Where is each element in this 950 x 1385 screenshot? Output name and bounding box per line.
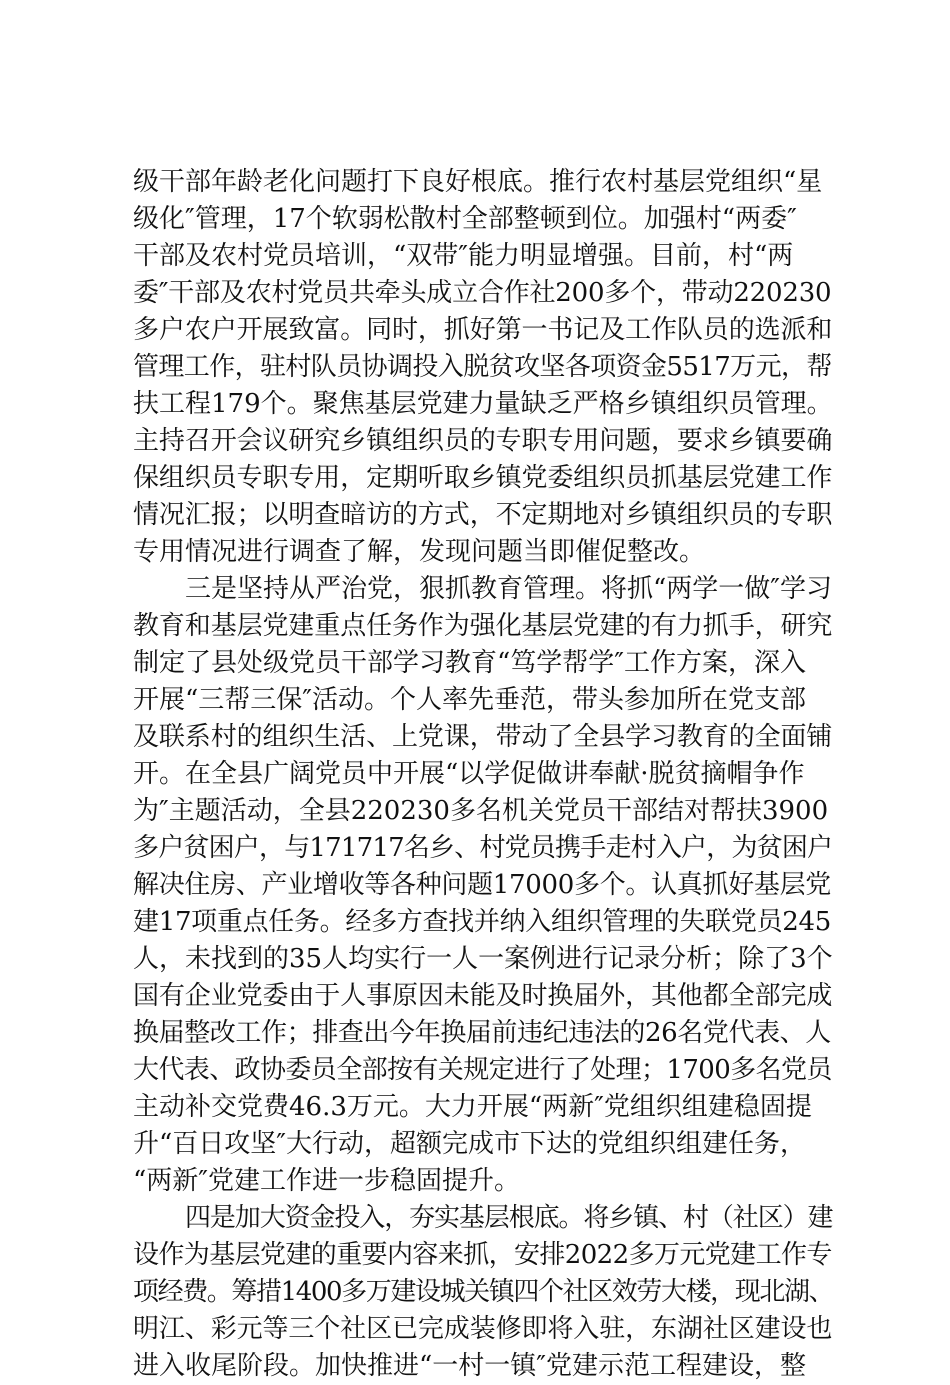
paragraph-3: [133, 1200, 833, 1385]
text-line: 多户贫困户，与171717名乡、村党员携手走村入户，为贫困户: [133, 833, 833, 863]
text-line: 主动补交党费46.3万元。大力开展“两新″党组织组建稳固提: [133, 1092, 812, 1122]
text-line: 扶工程179个。聚焦基层党建力量缺乏严格乡镇组织员管理。: [133, 389, 833, 419]
document-body: [133, 164, 833, 1385]
text-line: 级化″管理，17个软弱松散村全部整顿到位。加强村“两委″: [133, 204, 797, 234]
text-line: 国有企业党委由于人事原因未能及时换届外，其他都全部完成: [133, 981, 833, 1011]
text-line: 制定了县处级党员干部学习教育“笃学帮学″工作方案，深入: [133, 648, 807, 678]
text-line: 进入收尾阶段。加快推进“一村一镇″党建示范工程建设，整: [133, 1351, 807, 1381]
text-line: 教育和基层党建重点任务作为强化基层党建的有力抓手，研究: [133, 611, 833, 641]
text-line: 开展“三帮三保″活动。个人率先垂范，带头参加所在党支部: [133, 685, 807, 715]
text-line: 人，未找到的35人均实行一人一案例进行记录分析；除了3个: [133, 944, 833, 974]
text-line: 主持召开会议研究乡镇组织员的专职专用问题，要求乡镇要确: [133, 426, 833, 456]
text-line: 及联系村的组织生活、上党课，带动了全县学习教育的全面铺: [133, 722, 833, 752]
text-line: 四是加大资金投入，夯实基层根底。将乡镇、村（社区）建: [185, 1203, 833, 1233]
text-line: 级干部年龄老化问题打下良好根底。推行农村基层党组织“星: [133, 167, 823, 197]
text-line: 三是坚持从严治党，狠抓教育管理。将抓“两学一做″学习: [185, 574, 833, 604]
text-line: 情况汇报；以明查暗访的方式，不定期地对乡镇组织员的专职: [133, 500, 833, 530]
text-line: 管理工作，驻村队员协调投入脱贫攻坚各项资金5517万元，帮: [133, 352, 832, 382]
text-line: 委″干部及农村党员共牵头成立合作社200多个，带动220230: [133, 278, 832, 308]
text-line: 专用情况进行调查了解，发现问题当即催促整改。: [133, 537, 706, 567]
paragraph-2: [133, 571, 833, 1200]
text-line: 为″主题活动，全县220230多名机关党员干部结对帮扶3900: [133, 796, 829, 826]
text-line: 大代表、政协委员全部按有关规定进行了处理；1700多名党员: [133, 1055, 832, 1085]
text-line: 明江、彩元等三个社区已完成装修即将入驻，东湖社区建设也: [133, 1314, 833, 1344]
text-line: 解决住房、产业增收等各种问题17000多个。认真抓好基层党: [133, 870, 832, 900]
text-line: 保组织员专职专用，定期听取乡镇党委组织员抓基层党建工作: [133, 463, 833, 493]
text-line: 开。在全县广阔党员中开展“以学促做讲奉献·脱贫摘帽争作: [133, 759, 805, 789]
text-line: 建17项重点任务。经多方查找并纳入组织管理的失联党员245: [133, 907, 832, 937]
text-line: 干部及农村党员培训，“双带″能力明显增强。目前，村“两: [133, 241, 794, 271]
text-line: 升“百日攻坚″大行动，超额完成市下达的党组织组建任务，: [133, 1129, 807, 1159]
text-line: 项经费。筹措1400多万建设城关镇四个社区效劳大楼，现北湖、: [133, 1277, 833, 1307]
text-line: 换届整改工作；排查出今年换届前违纪违法的26名党代表、人: [133, 1018, 831, 1048]
text-line: “两新″党建工作进一步稳固提升。: [133, 1166, 521, 1196]
text-line: 多户农户开展致富。同时，抓好第一书记及工作队员的选派和: [133, 315, 833, 345]
paragraph-1: [133, 164, 833, 571]
text-line: 设作为基层党建的重要内容来抓，安排2022多万元党建工作专: [133, 1240, 832, 1270]
